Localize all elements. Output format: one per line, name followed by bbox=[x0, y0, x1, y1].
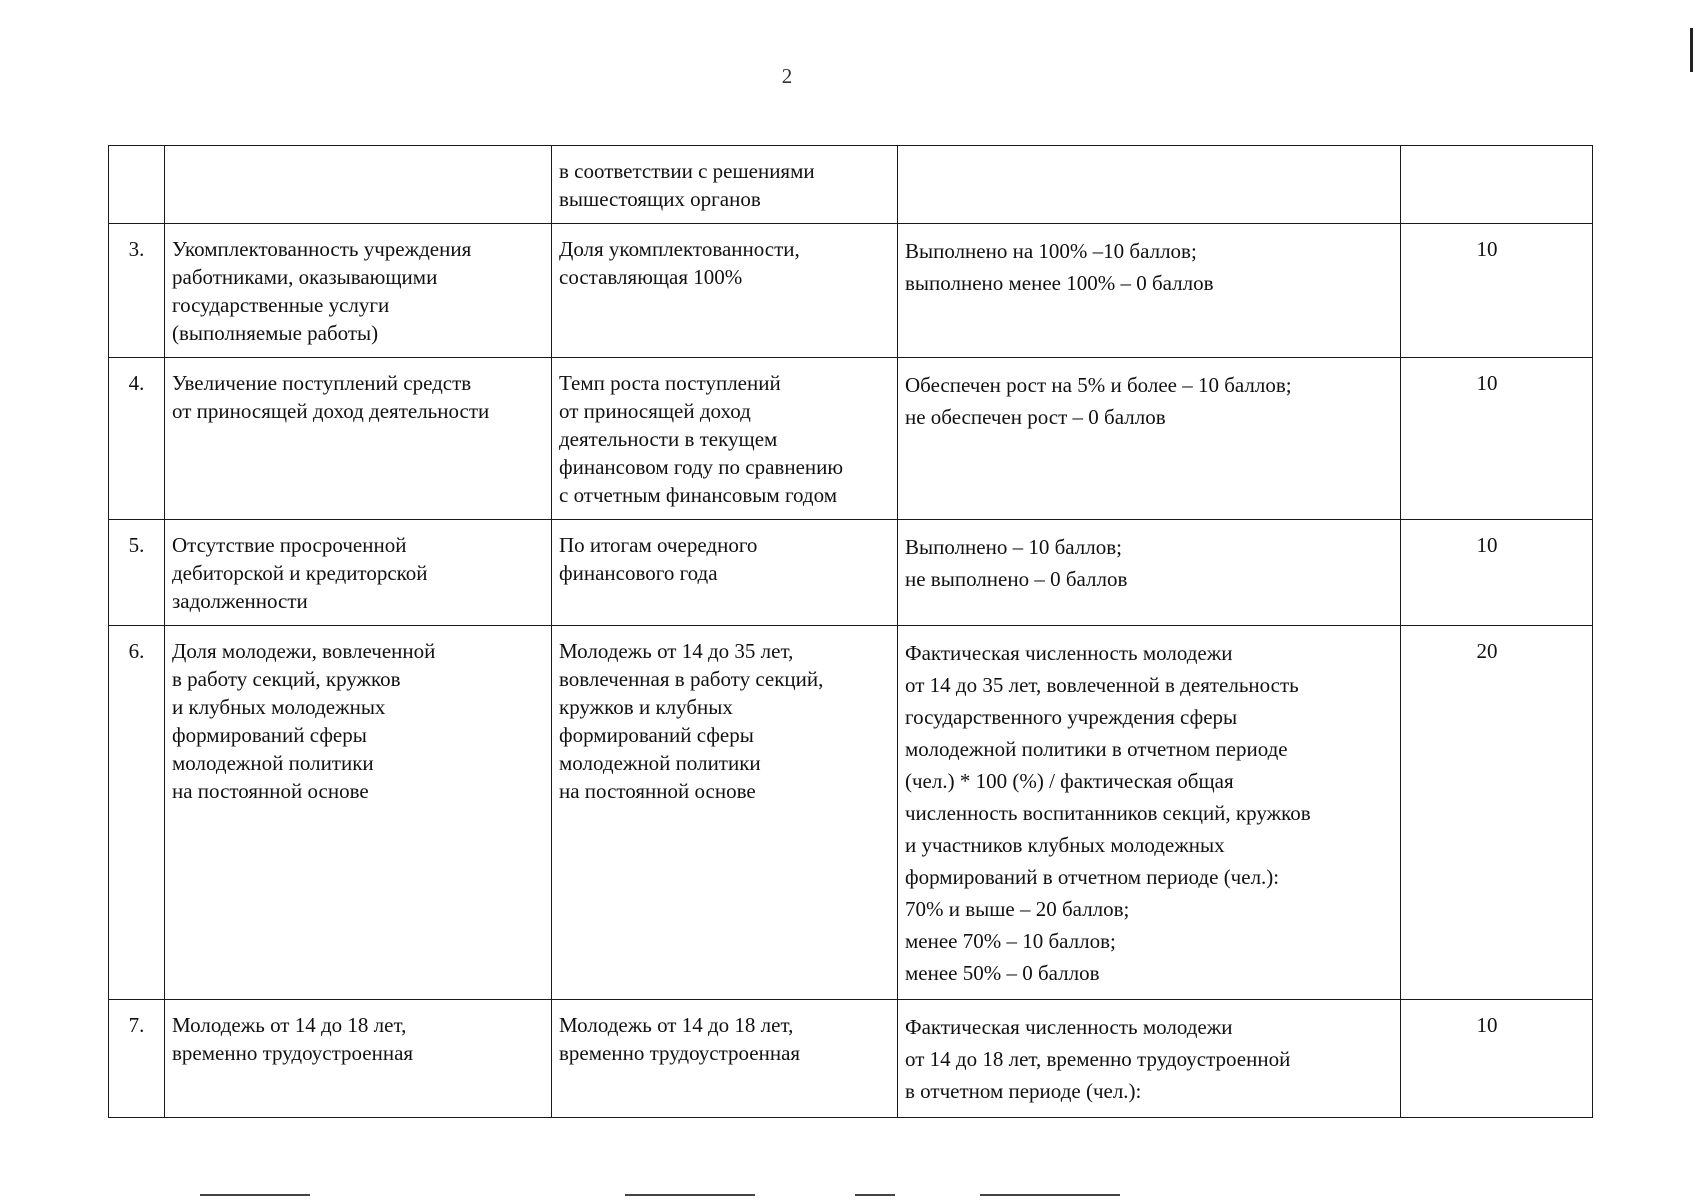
measure-cell: Молодежь от 14 до 35 лет, вовлеченная в работу секций, кружков и клубных формирований сферы молодежной политики на постоянной основе bbox=[552, 626, 898, 1000]
row-number-cell: 5. bbox=[109, 520, 165, 626]
criteria-cell: Выполнено на 100% –10 баллов; выполнено менее 100% – 0 баллов bbox=[898, 224, 1401, 358]
measure-cell: По итогам очередного финансового года bbox=[552, 520, 898, 626]
table-row bbox=[109, 146, 1593, 224]
score-cell: 10 bbox=[1401, 520, 1593, 626]
table-row bbox=[109, 520, 1593, 626]
indicator-cell: Укомплектованность учреждения работниками, оказывающими государственные услуги (выполняемые работы) bbox=[165, 224, 552, 358]
measure-cell: Доля укомплектованности, составляющая 100% bbox=[552, 224, 898, 358]
indicator-cell: Отсутствие просроченной дебиторской и кредиторской задолженности bbox=[165, 520, 552, 626]
criteria-cell: Фактическая численность молодежи от 14 до 35 лет, вовлеченной в деятельность государственного учреждения сферы молодежной политики в отчетном периоде (чел.) * 100 (%) / фактическая общая численность воспитанников секций, кружков и участников клубных молодежных формирований в отчетном периоде (чел.): 70% и выше – 20 баллов; менее 70% – 10 баллов; менее 50% – 0 баллов bbox=[898, 626, 1401, 1000]
table-row bbox=[109, 224, 1593, 358]
score-cell bbox=[1401, 146, 1593, 224]
table-row bbox=[109, 1000, 1593, 1118]
row-number-cell: 4. bbox=[109, 358, 165, 520]
criteria-cell bbox=[898, 146, 1401, 224]
score-cell: 10 bbox=[1401, 224, 1593, 358]
table-row bbox=[109, 626, 1593, 1000]
measure-cell: в соответствии с решениями вышестоящих органов bbox=[552, 146, 898, 224]
criteria-cell: Фактическая численность молодежи от 14 до 18 лет, временно трудоустроенной в отчетном периоде (чел.): bbox=[898, 1000, 1401, 1118]
score-cell: 10 bbox=[1401, 1000, 1593, 1118]
scan-artifact-line bbox=[0, 1192, 1697, 1200]
measure-cell: Молодежь от 14 до 18 лет, временно трудоустроенная bbox=[552, 1000, 898, 1118]
row-number-cell: 6. bbox=[109, 626, 165, 1000]
criteria-cell: Выполнено – 10 баллов; не выполнено – 0 баллов bbox=[898, 520, 1401, 626]
row-number-cell: 3. bbox=[109, 224, 165, 358]
indicators-table bbox=[108, 145, 1593, 1118]
indicator-cell: Молодежь от 14 до 18 лет, временно трудоустроенная bbox=[165, 1000, 552, 1118]
score-cell: 20 bbox=[1401, 626, 1593, 1000]
page-number: 2 bbox=[781, 64, 793, 88]
row-number-cell bbox=[109, 146, 165, 224]
score-cell: 10 bbox=[1401, 358, 1593, 520]
indicator-cell: Увеличение поступлений средств от приносящей доход деятельности bbox=[165, 358, 552, 520]
row-number-cell: 7. bbox=[109, 1000, 165, 1118]
scan-edge-mark bbox=[1690, 28, 1693, 72]
indicator-cell bbox=[165, 146, 552, 224]
criteria-cell: Обеспечен рост на 5% и более – 10 баллов; не обеспечен рост – 0 баллов bbox=[898, 358, 1401, 520]
table-row bbox=[109, 358, 1593, 520]
measure-cell: Темп роста поступлений от приносящей доход деятельности в текущем финансовом году по сравнению с отчетным финансовым годом bbox=[552, 358, 898, 520]
indicator-cell: Доля молодежи, вовлеченной в работу секций, кружков и клубных молодежных формирований сферы молодежной политики на постоянной основе bbox=[165, 626, 552, 1000]
